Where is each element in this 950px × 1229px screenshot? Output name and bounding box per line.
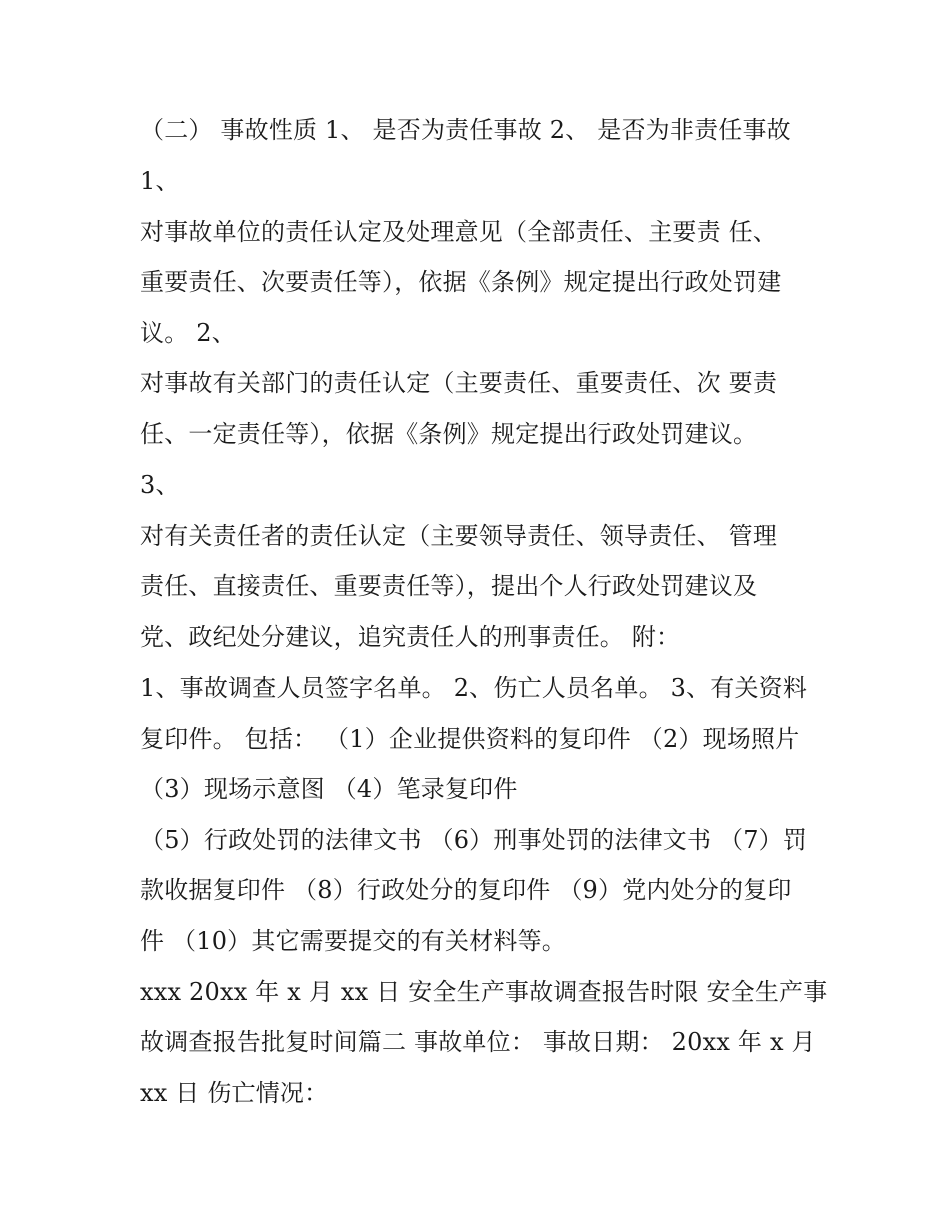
text-line: 对有关责任者的责任认定（主要领导责任、领导责任、 管理 (140, 522, 778, 550)
text-line: 3、 (140, 471, 180, 499)
text-line: （3）现场示意图 （4）笔录复印件 (140, 775, 518, 803)
text-line: 1、 (140, 167, 180, 195)
text-line: 议。 2、 (140, 319, 236, 347)
text-line: 党、政纪处分建议，追究责任人的刑事责任。 附： (140, 623, 681, 651)
text-line: 重要责任、次要责任等），依据《条例》规定提出行政处罚建 (140, 268, 782, 296)
text-line: xxx 20xx 年 x 月 xx 日 安全生产事故调查报告时限 安全生产事 (140, 978, 828, 1006)
text-line: xx 日 伤亡情况： (140, 1079, 329, 1107)
text-line: 复印件。 包括： （1）企业提供资料的复印件 （2）现场照片 (140, 725, 800, 753)
text-line: 对事故有关部门的责任认定（主要责任、重要责任、次 要责 (140, 369, 778, 397)
text-line: 责任、直接责任、重要责任等），提出个人行政处罚建议及 (140, 572, 758, 600)
text-line: 故调查报告批复时间篇二 事故单位： 事故日期： 20xx 年 x 月 (140, 1028, 816, 1056)
text-line: 1、事故调查人员签字名单。 2、伤亡人员名单。 3、有关资料 (140, 674, 808, 702)
text-line: （二） 事故性质 1、 是否为责任事故 2、 是否为非责任事故 (140, 116, 791, 144)
text-line: 对事故单位的责任认定及处理意见（全部责任、主要责 任、 (140, 218, 778, 246)
text-line: 任、一定责任等），依据《条例》规定提出行政处罚建议。 (140, 420, 758, 448)
text-line: 件 （10）其它需要提交的有关材料等。 (140, 927, 566, 955)
text-line: （5）行政处罚的法律文书 （6）刑事处罚的法律文书 （7）罚 (140, 826, 808, 854)
text-line: 款收据复印件 （8）行政处分的复印件 （9）党内处分的复印 (140, 876, 792, 904)
